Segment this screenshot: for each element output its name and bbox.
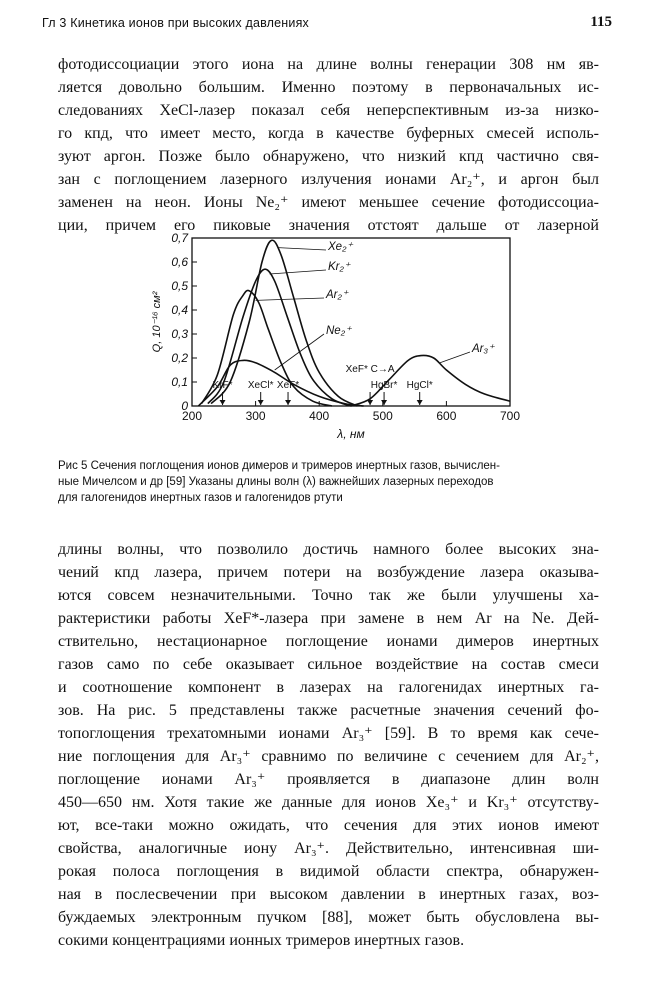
plot-frame bbox=[192, 238, 510, 406]
y-tick-label: 0,7 bbox=[171, 231, 188, 245]
absorption-chart bbox=[140, 228, 532, 450]
y-tick-label: 0,1 bbox=[171, 375, 188, 389]
y-tick-label: 0,4 bbox=[171, 303, 188, 317]
laser-label: XeF* bbox=[276, 380, 300, 391]
y-axis-label: Q, 10⁻¹⁶ см² bbox=[151, 291, 163, 353]
laser-label: KrF* bbox=[212, 380, 233, 391]
text-line: ляется довольно большим. Именно поэтому в первоначальных ис- bbox=[58, 79, 599, 96]
caption-line: Рис 5 Сечения поглощения ионов димеров и тримеров инертных газов, вычислен- bbox=[58, 460, 500, 472]
text-line: го кпд, что имеет место, когда в качестве буферных смесей исполь- bbox=[58, 125, 599, 142]
series-leader bbox=[270, 270, 326, 274]
page-header bbox=[42, 12, 612, 36]
text-line: буждаемых электронным пучком [88], может быть обусловлена вы- bbox=[58, 909, 599, 926]
y-tick-label: 0,5 bbox=[171, 279, 188, 293]
x-tick-label: 500 bbox=[372, 409, 393, 423]
y-tick-label: 0,2 bbox=[171, 351, 188, 365]
x-axis-label: λ, нм bbox=[337, 427, 365, 441]
x-tick-label: 400 bbox=[309, 409, 330, 423]
laser-label: HgCl* bbox=[406, 380, 433, 391]
text-line: зан с поглощением лазерного излучения ионами Ar₂⁺, и аргон был bbox=[58, 171, 599, 188]
series-label: Kr₂⁺ bbox=[328, 261, 350, 273]
text-line: зов. На рис. 5 представлены также расчетные значения сечений фо- bbox=[58, 702, 599, 719]
series-leader bbox=[275, 334, 324, 370]
text-line: чений кпд лазера, причем потери на возбуждение лазера оказыва- bbox=[58, 564, 599, 581]
text-line: ции, причем его пиковые значения отстоят дальше от лазерной bbox=[58, 217, 599, 234]
text-line: следованиях XeCl-лазер показал себя неперспективным из-за низко- bbox=[58, 102, 599, 119]
text-line: зуют аргон. Позже было обнаружено, что низкий кпд частично свя- bbox=[58, 148, 599, 165]
figure-caption bbox=[58, 458, 602, 506]
series-label: Xe₂⁺ bbox=[328, 241, 353, 253]
paragraph-2 bbox=[58, 538, 599, 952]
laser-arrowhead bbox=[367, 400, 373, 405]
laser-label: XeF* C→A bbox=[345, 364, 395, 375]
text-line: и соотношение компонент в лазерах на галогенидах инертных га- bbox=[58, 679, 599, 696]
laser-arrowhead bbox=[285, 400, 291, 405]
y-tick-label: 0,6 bbox=[171, 255, 188, 269]
series-leader bbox=[278, 248, 326, 250]
series-label: Ar₂⁺ bbox=[326, 289, 348, 301]
paragraph-1 bbox=[58, 53, 599, 237]
series-label: Ne₂⁺ bbox=[326, 325, 352, 337]
running-title: Гл 3 Кинетика ионов при высоких давлениях bbox=[42, 16, 310, 30]
series-leader bbox=[440, 352, 470, 363]
text-line: свойства, аналогичные иону Ar₃⁺. Действительно, интенсивная ши- bbox=[58, 840, 599, 857]
series-label: Ar₃⁺ bbox=[472, 343, 495, 355]
x-tick-label: 700 bbox=[499, 409, 521, 423]
laser-arrowhead bbox=[381, 400, 387, 405]
laser-arrowhead bbox=[258, 400, 264, 405]
caption-line: ные Мичелсом и др [59] Указаны длины волн (λ) важнейших лазерных переходов bbox=[58, 476, 494, 488]
text-line: ная в послесвечении при высоком давлении в инертных газах, воз- bbox=[58, 886, 599, 903]
text-line: 450—650 нм. Хотя такие же данные для ионов Xe₃⁺ и Kr₃⁺ отсутству- bbox=[58, 794, 599, 811]
text-line: поглощение ионами Ar₃⁺ проявляется в диапазоне длин волн bbox=[58, 771, 599, 788]
text-line: сокими концентрациями ионных тримеров инертных газов. bbox=[58, 932, 465, 949]
text-line: фотодиссоциации этого иона на длине волны генерации 308 нм яв- bbox=[58, 56, 599, 73]
y-tick-label: 0 bbox=[181, 399, 188, 413]
text-line: ются совсем незначительными. Точно так же были улучшены ха- bbox=[58, 587, 599, 604]
caption-line: для галогенидов инертных газов и галогенидов ртути bbox=[58, 492, 343, 504]
text-line: ние поглощения для Ar₃⁺ сравнимо по величине с сечением для Ar₂⁺, bbox=[58, 748, 599, 765]
y-tick-label: 0,3 bbox=[171, 327, 188, 341]
figure-absorption-spectra bbox=[140, 228, 532, 450]
page-number: 115 bbox=[590, 14, 612, 30]
laser-label: HgBr* bbox=[370, 380, 398, 391]
laser-label: XeCl* bbox=[247, 380, 274, 391]
text-line: ют, все-таки можно ожидать, что сечения для этих ионов имеют bbox=[58, 817, 599, 834]
text-line: топоглощения трехатомными ионами Ar₃⁺ [59]. В то время как сече- bbox=[58, 725, 599, 742]
text-line: газов само по себе оказывает сильное воздействие на состав смеси bbox=[58, 656, 599, 673]
text-line: длины волны, что позволило достичь намного более высоких зна- bbox=[58, 541, 599, 558]
x-tick-label: 600 bbox=[436, 409, 457, 423]
laser-arrowhead bbox=[417, 400, 423, 405]
x-tick-label: 200 bbox=[181, 409, 203, 423]
text-line: ствительно, нестационарное поглощение ионами димеров инертных bbox=[58, 633, 599, 650]
laser-arrowhead bbox=[220, 400, 226, 405]
text-line: заменен на неон. Ионы Ne₂⁺ имеют меньшее сечение фотодиссоциа- bbox=[58, 194, 599, 211]
series-leader bbox=[256, 298, 324, 300]
x-tick-label: 300 bbox=[245, 409, 266, 423]
text-line: рактеристики работы XeF*-лазера при замене в нем Ar на Ne. Дей- bbox=[58, 610, 599, 627]
text-line: рокая полоса поглощения в видимой области спектра, обнаружен- bbox=[58, 863, 599, 880]
